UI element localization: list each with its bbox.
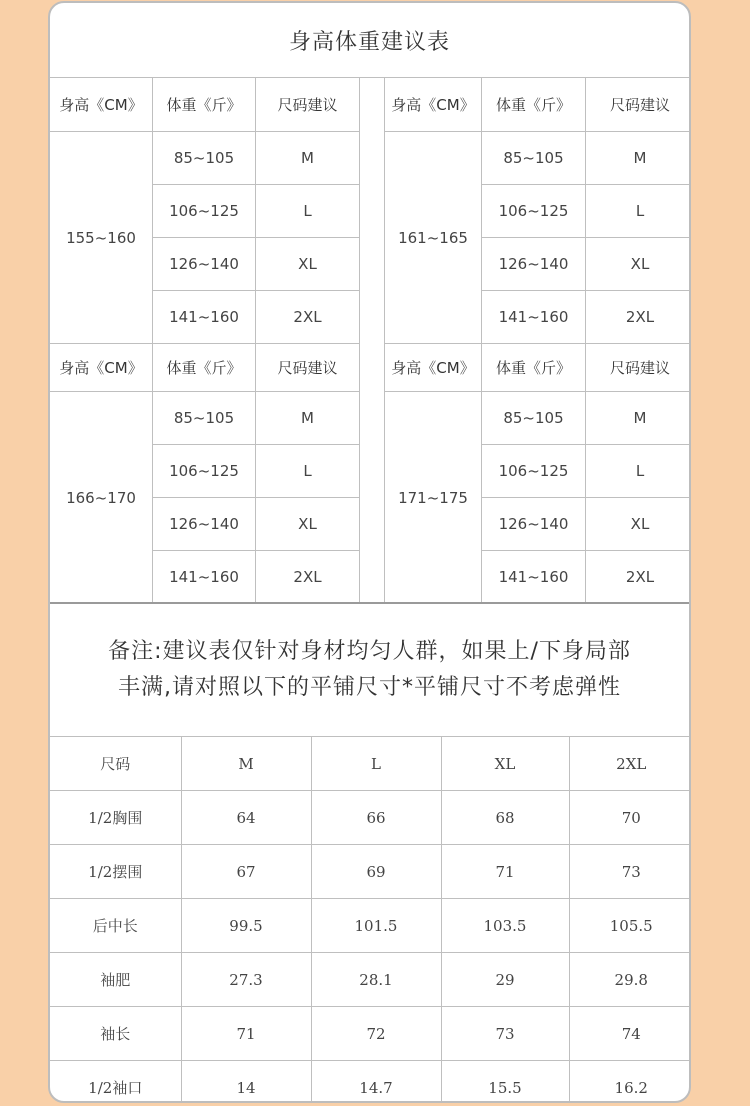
weight-range: 106~125 xyxy=(153,445,256,498)
weight-range: 141~160 xyxy=(153,291,256,344)
table-cell: 73 xyxy=(441,1007,569,1061)
weight-range: 106~125 xyxy=(482,445,586,498)
size-value: 2XL xyxy=(256,291,360,344)
header-height: 身高《CM》 xyxy=(385,344,482,392)
table-cell: 105.5 xyxy=(569,899,691,953)
table-cell: 29 xyxy=(441,953,569,1007)
height-range: 166~170 xyxy=(50,392,153,604)
header-weight: 体重《斤》 xyxy=(153,78,256,132)
size-value: 2XL xyxy=(586,551,692,604)
height-range: 161~165 xyxy=(385,132,482,344)
header-cell: XL xyxy=(441,737,569,791)
size-value: XL xyxy=(256,238,360,291)
size-value: M xyxy=(256,132,360,185)
row-label: 1/2袖口 xyxy=(50,1061,181,1104)
table-row xyxy=(50,791,691,845)
header-cell: 尺码 xyxy=(50,737,181,791)
row-label: 1/2摆围 xyxy=(50,845,181,899)
size-chart-card xyxy=(48,1,691,1103)
table-row xyxy=(50,899,691,953)
size-value: XL xyxy=(586,498,692,551)
table-cell: 71 xyxy=(181,1007,311,1061)
header-weight: 体重《斤》 xyxy=(482,344,586,392)
size-value: 2XL xyxy=(256,551,360,604)
header-height: 身高《CM》 xyxy=(385,78,482,132)
header-size: 尺码建议 xyxy=(256,78,360,132)
table-cell: 74 xyxy=(569,1007,691,1061)
table-cell: 16.2 xyxy=(569,1061,691,1104)
table-row xyxy=(50,1007,691,1061)
header-weight: 体重《斤》 xyxy=(153,344,256,392)
note-line-2: 丰满,请对照以下的平铺尺寸*平铺尺寸不考虑弹性 xyxy=(118,674,621,700)
weight-range: 85~105 xyxy=(482,132,586,185)
size-value: L xyxy=(586,185,692,238)
height-range: 155~160 xyxy=(50,132,153,344)
size-value: XL xyxy=(586,238,692,291)
header-cell: L xyxy=(311,737,441,791)
chart-title: 身高体重建议表 xyxy=(288,29,450,55)
size-value: 2XL xyxy=(586,291,692,344)
table-header-row xyxy=(50,737,691,791)
header-cell: M xyxy=(181,737,311,791)
table-cell: 66 xyxy=(311,791,441,845)
table-cell: 71 xyxy=(441,845,569,899)
size-value: M xyxy=(586,392,692,445)
table-cell: 14.7 xyxy=(311,1061,441,1104)
weight-range: 106~125 xyxy=(482,185,586,238)
table-cell: 64 xyxy=(181,791,311,845)
weight-range: 126~140 xyxy=(153,238,256,291)
table-row xyxy=(50,1061,691,1104)
table-cell: 101.5 xyxy=(311,899,441,953)
weight-range: 85~105 xyxy=(153,132,256,185)
weight-range: 106~125 xyxy=(153,185,256,238)
row-label: 袖长 xyxy=(50,1007,181,1061)
table-cell: 72 xyxy=(311,1007,441,1061)
weight-range: 126~140 xyxy=(482,498,586,551)
size-value: L xyxy=(586,445,692,498)
table-cell: 67 xyxy=(181,845,311,899)
weight-range: 85~105 xyxy=(482,392,586,445)
table-row xyxy=(50,953,691,1007)
note-line-1: 备注:建议表仅针对身材均匀人群，如果上/下身局部 xyxy=(108,638,631,664)
weight-range: 126~140 xyxy=(153,498,256,551)
height-range: 171~175 xyxy=(385,392,482,604)
header-weight: 体重《斤》 xyxy=(482,78,586,132)
weight-range: 141~160 xyxy=(482,551,586,604)
table-cell: 14 xyxy=(181,1061,311,1104)
height-table-166-170 xyxy=(49,343,360,604)
table-cell: 28.1 xyxy=(311,953,441,1007)
row-label: 袖肥 xyxy=(50,953,181,1007)
height-table-161-165 xyxy=(384,77,691,344)
height-table-171-175 xyxy=(384,343,691,604)
weight-range: 141~160 xyxy=(482,291,586,344)
header-cell: 2XL xyxy=(569,737,691,791)
weight-range: 126~140 xyxy=(482,238,586,291)
table-cell: 29.8 xyxy=(569,953,691,1007)
header-height: 身高《CM》 xyxy=(50,344,153,392)
flat-measurement-table xyxy=(50,736,691,1103)
weight-range: 141~160 xyxy=(153,551,256,604)
note-block xyxy=(50,603,689,736)
table-cell: 27.3 xyxy=(181,953,311,1007)
table-cell: 99.5 xyxy=(181,899,311,953)
table-cell: 73 xyxy=(569,845,691,899)
table-cell: 68 xyxy=(441,791,569,845)
table-cell: 103.5 xyxy=(441,899,569,953)
height-table-155-160 xyxy=(49,77,360,344)
row-label: 后中长 xyxy=(50,899,181,953)
table-cell: 70 xyxy=(569,791,691,845)
size-value: M xyxy=(256,392,360,445)
size-value: M xyxy=(586,132,692,185)
size-value: L xyxy=(256,185,360,238)
size-value: L xyxy=(256,445,360,498)
header-size: 尺码建议 xyxy=(586,344,692,392)
header-height: 身高《CM》 xyxy=(50,78,153,132)
header-size: 尺码建议 xyxy=(586,78,692,132)
weight-range: 85~105 xyxy=(153,392,256,445)
table-row xyxy=(50,845,691,899)
table-cell: 69 xyxy=(311,845,441,899)
table-cell: 15.5 xyxy=(441,1061,569,1104)
size-value: XL xyxy=(256,498,360,551)
header-size: 尺码建议 xyxy=(256,344,360,392)
row-label: 1/2胸围 xyxy=(50,791,181,845)
